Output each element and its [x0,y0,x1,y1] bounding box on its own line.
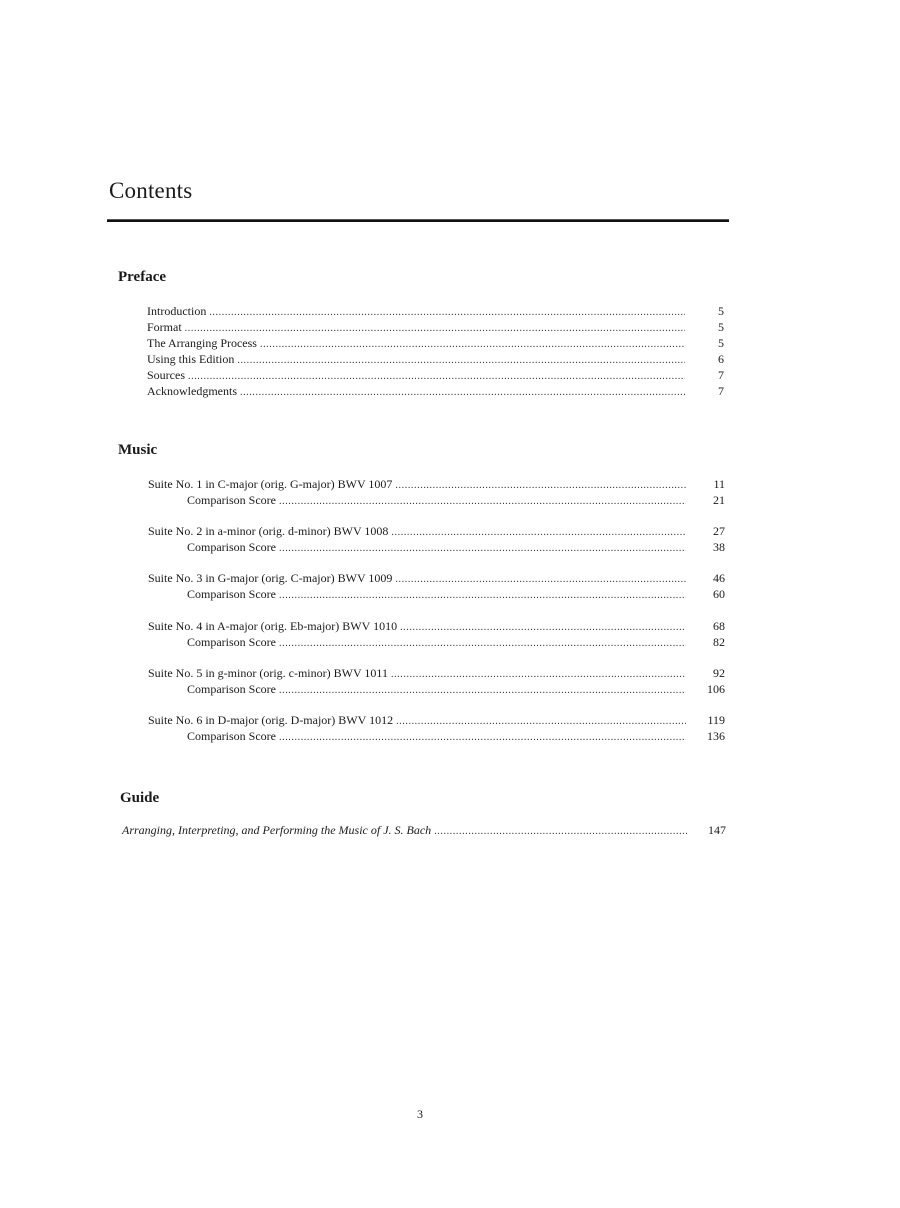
toc-entry-suite-1-comparison[interactable] [187,492,725,508]
toc-entry-label: Introduction [147,304,207,318]
toc-entry-using-this-edition[interactable] [147,351,724,367]
toc-entry-label: Format [147,320,182,334]
toc-entry-label: Sources [147,368,185,382]
toc-entry-page: 21 [713,493,725,507]
toc-entry-page: 7 [718,368,724,382]
dot-leader [279,494,686,510]
toc-entry-label: Suite No. 1 in C-major (orig. G-major) BWV 1007 [148,477,393,491]
toc-entry-label: Comparison Score [187,682,276,696]
toc-entry-label: Comparison Score [187,493,276,507]
toc-entry-suite-2[interactable] [148,523,725,539]
toc-entry-label: Comparison Score [187,587,276,601]
toc-entry-label: Comparison Score [187,540,276,554]
toc-entry-page: 5 [718,320,724,334]
toc-entry-suite-3[interactable] [148,570,725,586]
toc-entry-label: Suite No. 5 in g-minor (orig. c-minor) BWV 1011 [148,666,388,680]
toc-entry-label: Comparison Score [187,729,276,743]
toc-entry-page: 5 [718,304,724,318]
toc-entry-arranging-process[interactable] [147,335,724,351]
section-heading-guide: Guide [120,790,160,806]
dot-leader [279,541,686,557]
toc-entry-page: 60 [713,587,725,601]
toc-entry-page: 106 [707,682,725,696]
toc-entry-label: Suite No. 6 in D-major (orig. D-major) BWV 1012 [148,713,394,727]
toc-entry-page: 119 [707,713,725,727]
section-heading-music: Music [118,442,158,458]
toc-entry-suite-6[interactable] [148,712,725,728]
toc-entry-label: Suite No. 4 in A-major (orig. Eb-major) BWV 1010 [148,619,398,633]
toc-entry-suite-4[interactable] [148,618,725,634]
toc-entry-label: Suite No. 3 in G-major (orig. C-major) BWV 1009 [148,571,393,585]
toc-entry-page: 92 [713,666,725,680]
toc-entry-suite-6-comparison[interactable] [187,728,725,744]
dot-leader [434,824,687,840]
toc-entry-label: Acknowledgments [147,384,237,398]
dot-leader [240,385,685,401]
toc-entry-page: 6 [718,352,724,366]
toc-entry-suite-4-comparison[interactable] [187,634,725,650]
toc-entry-suite-2-comparison[interactable] [187,539,725,555]
toc-entry-suite-5-comparison[interactable] [187,681,725,697]
dot-leader [279,588,686,604]
toc-entry-suite-3-comparison[interactable] [187,586,725,602]
toc-entry-page: 7 [718,384,724,398]
toc-entry-page: 27 [713,524,725,538]
toc-entry-label: The Arranging Process [147,336,257,350]
toc-entry-format[interactable] [147,319,724,335]
toc-entry-label: Arranging, Interpreting, and Performing the Music of J. S. Bach [122,823,432,837]
toc-entry-guide-arranging[interactable] [122,822,726,838]
toc-entry-page: 38 [713,540,725,554]
toc-entry-label: Using this Edition [147,352,235,366]
toc-entry-sources[interactable] [147,367,724,383]
toc-entry-introduction[interactable] [147,303,724,319]
dot-leader [279,730,686,746]
toc-entry-page: 68 [713,619,725,633]
toc-entry-suite-5[interactable] [148,665,725,681]
page-number: 3 [417,1107,423,1121]
toc-entry-label: Comparison Score [187,635,276,649]
dot-leader [279,683,686,699]
toc-entry-acknowledgments[interactable] [147,383,724,399]
page-title: Contents [109,178,193,203]
title-rule [107,219,729,222]
toc-entry-label: Suite No. 2 in a-minor (orig. d-minor) BWV 1008 [148,524,389,538]
dot-leader [279,636,686,652]
toc-entry-page: 136 [707,729,725,743]
toc-entry-suite-1[interactable] [148,476,725,492]
toc-entry-page: 5 [718,336,724,350]
toc-entry-page: 11 [713,477,725,491]
toc-entry-page: 82 [713,635,725,649]
toc-entry-page: 147 [708,823,726,837]
section-heading-preface: Preface [118,269,167,285]
toc-entry-page: 46 [713,571,725,585]
